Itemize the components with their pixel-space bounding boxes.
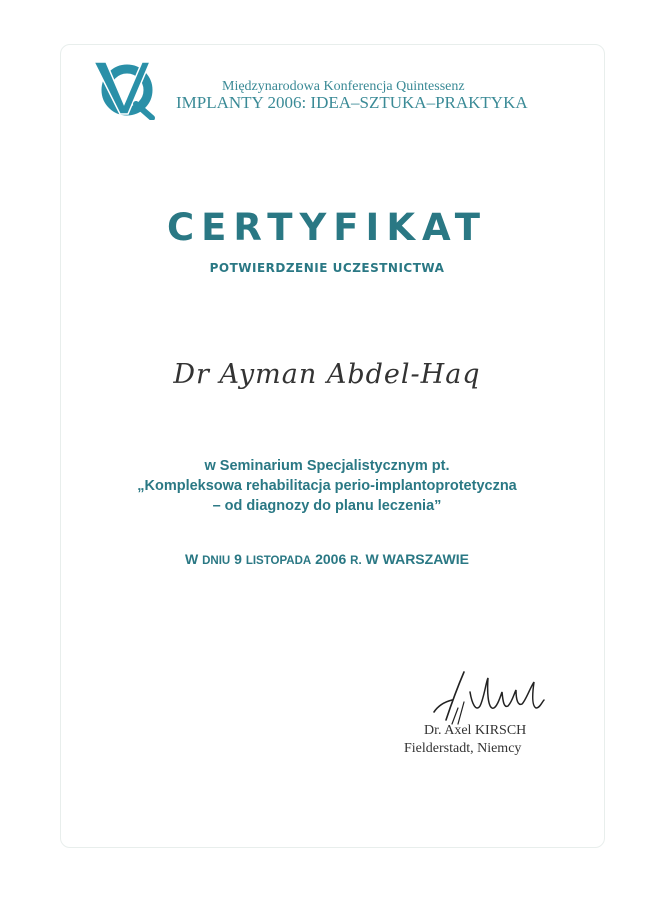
event-date xyxy=(0,551,654,567)
certificate-title: CERTYFIKAT xyxy=(166,206,487,249)
quintessenz-logo xyxy=(92,58,156,120)
conference-name: Międzynarodowa Konferencja Quintessenz xyxy=(222,79,465,94)
recipient-name: Dr Ayman Abdel-Haq xyxy=(173,359,481,390)
conference-title: IMPLANTY 2006: IDEA–SZTUKA–PRAKTYKA xyxy=(176,93,528,112)
date-w: W xyxy=(185,551,199,567)
date-city: WARSZAWIE xyxy=(382,551,469,567)
signatory-name: Dr. Axel KIRSCH xyxy=(424,723,527,738)
signature xyxy=(424,662,564,732)
seminar-line-2: „Kompleksowa rehabilitacja perio-implantoprotetyczna xyxy=(137,478,517,494)
date-r: R. xyxy=(350,555,362,567)
date-dniu: DNIU xyxy=(202,555,231,567)
date-day: 9 xyxy=(234,551,242,567)
signatory-place: Fielderstadt, Niemcy xyxy=(404,741,522,756)
date-w2: W xyxy=(365,551,379,567)
certificate-subtitle: POTWIERDZENIE UCZESTNICTWA xyxy=(209,261,445,275)
date-year: 2006 xyxy=(315,551,347,567)
seminar-line-1: w Seminarium Specjalistycznym pt. xyxy=(204,458,450,474)
date-month: LISTOPADA xyxy=(245,555,312,567)
seminar-description xyxy=(0,456,654,516)
seminar-line-3: – od diagnozy do planu leczenia” xyxy=(212,498,442,514)
